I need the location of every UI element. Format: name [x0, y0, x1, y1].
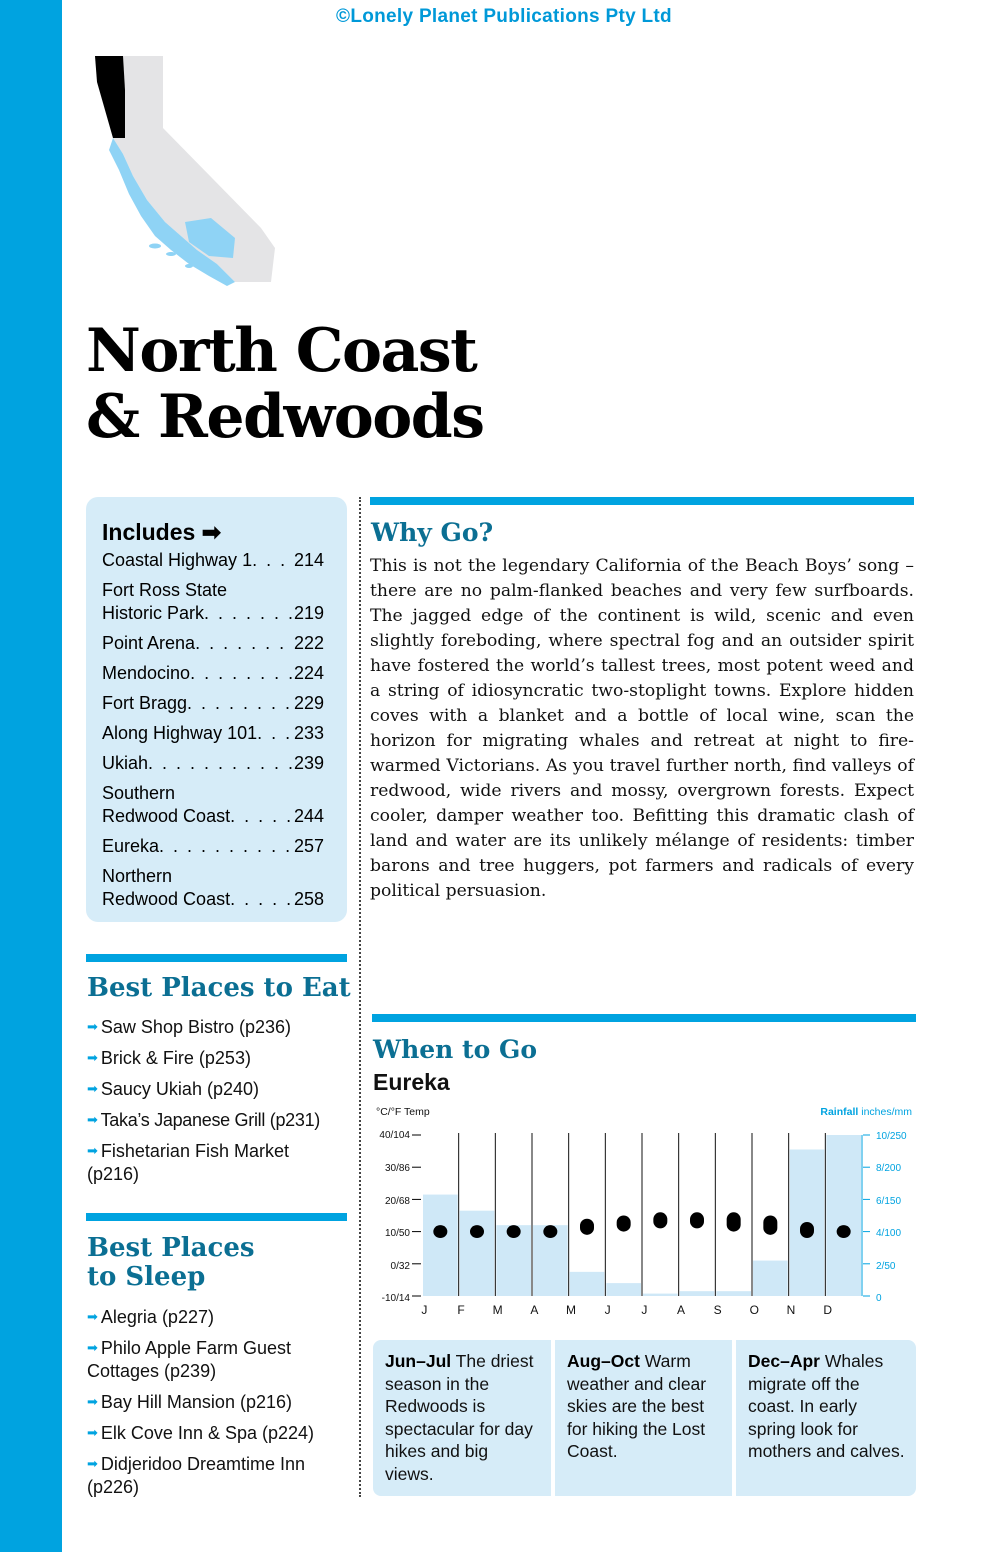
month-label: A — [676, 1303, 686, 1317]
includes-item[interactable]: Eureka . . . 257 — [102, 835, 324, 858]
temperature-range-marker — [837, 1225, 851, 1238]
month-label: M — [566, 1303, 576, 1317]
temperature-range-marker — [507, 1225, 521, 1238]
arrow-right-icon: ➡ — [87, 1394, 98, 1409]
temperature-range-marker — [580, 1219, 594, 1235]
rain-tick-label: 8/200 — [876, 1163, 902, 1174]
column-divider — [359, 497, 361, 1497]
rain-tick-label: 2/50 — [876, 1261, 896, 1272]
temp-tick-label: -10/14 — [381, 1293, 410, 1304]
temp-tick-label: 0/32 — [390, 1261, 410, 1272]
rainfall-bar — [680, 1291, 715, 1296]
includes-item[interactable]: Fort Bragg . . . 229 — [102, 692, 324, 715]
temperature-range-marker — [433, 1225, 447, 1238]
rain-tick-label: 6/150 — [876, 1196, 902, 1207]
temp-axis-label: °C/°F Temp — [376, 1106, 430, 1118]
temp-tick-label: 40/104 — [379, 1130, 410, 1141]
arrow-right-icon: ➡ — [87, 1340, 98, 1355]
includes-heading: Includes ➡ — [102, 519, 221, 545]
climate-location: Eureka — [373, 1069, 450, 1095]
section-rule — [86, 954, 347, 962]
list-item[interactable]: ➡ Saw Shop Bistro (p236) — [87, 1017, 292, 1037]
list-item[interactable]: ➡ Saucy Ukiah (p240) — [87, 1079, 259, 1099]
rainfall-bar — [606, 1283, 641, 1296]
climate-chart — [372, 1125, 916, 1320]
includes-item[interactable]: Mendocino . . . 224 — [102, 662, 324, 685]
rain-tick-label: 4/100 — [876, 1228, 902, 1239]
list-item[interactable]: ➡ Bay Hill Mansion (p216) — [87, 1392, 292, 1412]
chapter-title-line-2: & Redwoods — [86, 382, 484, 452]
chapter-title-line-1: North Coast — [86, 316, 477, 386]
month-label: J — [421, 1303, 428, 1317]
why-go-text: This is not the legendary California of the Beach Boys’ song – there are no palm-flanked beaches and very few surfboards. The jagged edge of the continent is wild, scenic and even slightly foreboding, where spectral fog and an outsider spirit have fostered the world’s tallest trees, most potent weed and a string of idiosyncratic two-stoplight towns. Explore hidden coves with a blanket and a bottle of local wine, scan the horizon for migrating whales and retreat at night to fire-warmed Victorians. As you travel further north, find valleys of redwood, wide rivers and mossy, overgrown forests. Expect cooler, damper weather too. Befitting this dramatic clash of land and water are its unlikely mélange of residents: timber barons and tree huggers, pot farmers and radicals of every political persuasion. — [370, 556, 914, 901]
temperature-range-marker — [727, 1212, 741, 1231]
rainfall-bar — [753, 1261, 788, 1296]
rainfall-bar — [460, 1211, 495, 1296]
arrow-right-icon: ➡ — [87, 1143, 98, 1158]
temperature-range-marker — [690, 1212, 704, 1228]
month-label: A — [530, 1303, 539, 1317]
tip-card: Dec–Apr Whales migrate off the coast. In early spring look for mothers and calves. — [736, 1340, 916, 1496]
includes-item[interactable]: Ukiah . . . 239 — [102, 752, 324, 775]
section-rule — [372, 1014, 916, 1022]
list-item[interactable]: ➡ Didjeridoo Dreamtime Inn (p226) — [87, 1454, 305, 1497]
temp-tick-label: 10/50 — [384, 1228, 410, 1239]
rainfall-bar — [423, 1195, 458, 1296]
california-locator-map — [85, 50, 280, 290]
why-go-heading: Why Go? — [371, 518, 494, 547]
includes-item[interactable]: Fort Ross State Historic Park . . . 219 — [102, 579, 324, 625]
arrow-right-icon: ➡ — [87, 1456, 98, 1471]
includes-item[interactable]: Along Highway 101 . . . 233 — [102, 722, 324, 745]
month-label: S — [713, 1303, 722, 1317]
month-label: J — [641, 1303, 648, 1317]
best-eat-heading: Best Places to Eat — [87, 973, 351, 1003]
month-label: F — [457, 1303, 465, 1317]
temp-tick-label: 30/86 — [384, 1163, 410, 1174]
arrow-right-icon: ➡ — [87, 1309, 98, 1324]
chapter-title — [86, 318, 483, 450]
tip-card: Aug–Oct Warm weather and clear skies are the best for hiking the Lost Coast. — [555, 1340, 732, 1496]
rain-axis-label: Rainfall inches/mm — [820, 1106, 912, 1118]
list-item[interactable]: ➡ Elk Cove Inn & Spa (p224) — [87, 1423, 315, 1443]
temperature-range-marker — [617, 1216, 631, 1232]
rainfall-bar — [570, 1272, 605, 1296]
month-label: N — [786, 1303, 796, 1317]
includes-item[interactable]: Southern Redwood Coast . . . 244 — [102, 782, 324, 828]
temperature-range-marker — [800, 1222, 814, 1238]
temperature-range-marker — [763, 1216, 777, 1235]
tip-card: Jun–Jul The driest season in the Redwoods is spectacular for day hikes and big views. — [373, 1340, 551, 1496]
section-rule — [370, 497, 914, 505]
includes-item[interactable]: Point Arena . . . 222 — [102, 632, 324, 655]
includes-item[interactable]: Coastal Highway 1 . . . 214 — [102, 549, 324, 572]
month-label: J — [604, 1303, 611, 1317]
rain-tick-label: 0 — [876, 1293, 882, 1304]
includes-item[interactable]: Northern Redwood Coast . . . 258 — [102, 865, 324, 911]
arrow-right-icon: ➡ — [87, 1112, 98, 1127]
temperature-range-marker — [470, 1225, 484, 1238]
arrow-right-icon: ➡ — [87, 1050, 98, 1065]
list-item[interactable]: ➡ Alegria (p227) — [87, 1307, 214, 1327]
left-color-bar — [0, 0, 62, 1552]
rainfall-bar — [716, 1291, 751, 1296]
arrow-right-icon: ➡ — [87, 1019, 98, 1034]
list-item[interactable]: ➡ Taka’s Japanese Grill (p231) — [87, 1110, 320, 1130]
temp-tick-label: 20/68 — [384, 1196, 410, 1207]
month-label: D — [823, 1303, 833, 1317]
best-sleep-heading: Best Places to Sleep — [87, 1233, 255, 1292]
list-item[interactable]: ➡ Fishetarian Fish Market (p216) — [87, 1141, 289, 1184]
arrow-right-icon: ➡ — [87, 1081, 98, 1096]
rainfall-bar — [643, 1294, 678, 1296]
month-label: M — [492, 1303, 503, 1317]
temperature-range-marker — [543, 1225, 557, 1238]
list-item[interactable]: ➡ Philo Apple Farm Guest Cottages (p239) — [87, 1338, 291, 1381]
list-item[interactable]: ➡ Brick & Fire (p253) — [87, 1048, 251, 1068]
arrow-right-icon: ➡ — [87, 1425, 98, 1440]
temperature-range-marker — [653, 1212, 667, 1228]
copyright-notice: ©Lonely Planet Publications Pty Ltd — [336, 6, 672, 27]
month-labels — [421, 1303, 832, 1317]
when-to-go-heading: When to Go — [373, 1035, 537, 1064]
month-label: O — [749, 1303, 760, 1317]
rainfall-bar — [826, 1135, 861, 1296]
section-rule — [86, 1213, 347, 1221]
rain-tick-label: 10/250 — [876, 1131, 907, 1142]
